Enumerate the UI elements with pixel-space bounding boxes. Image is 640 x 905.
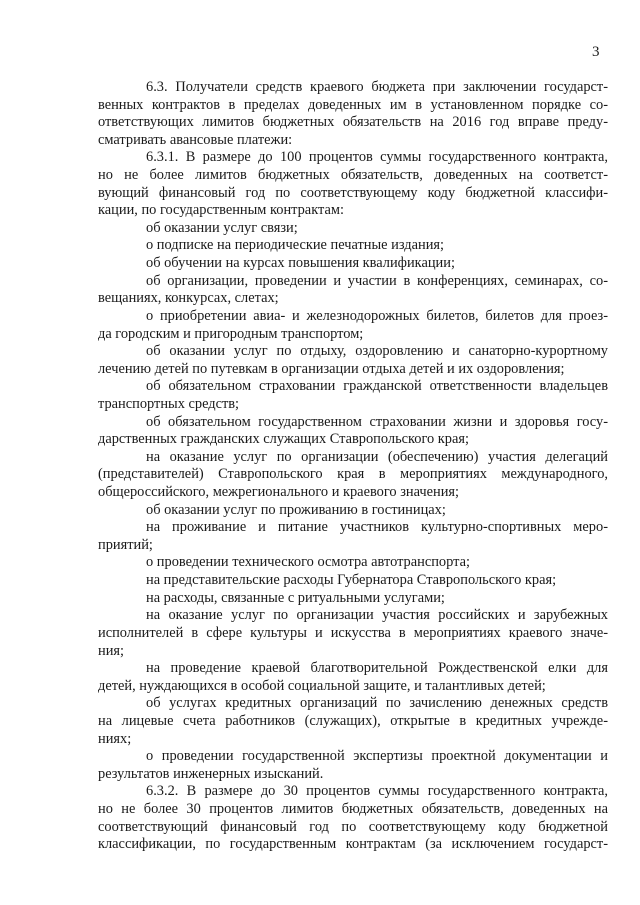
text-line: об оказании услуг по проживанию в гостиницах;	[146, 501, 446, 518]
text-line: на представительские расходы Губернатора Ставропольского края;	[146, 572, 557, 589]
text-line: вещаниях, конкурсах, слетах;	[98, 290, 279, 307]
text-line: об обязательном страховании гражданской ответственности владельцев	[146, 378, 608, 395]
text-line: но не более лимитов бюджетных обязательств, доведенных на соответст-	[98, 167, 608, 184]
text-line: приятий;	[98, 536, 153, 553]
text-line: вующий финансовый год по соответствующему коду бюджетной классифи-	[98, 184, 608, 201]
document-body	[98, 79, 608, 854]
text-line: на оказание услуг по организации участия российских и зарубежных	[146, 607, 608, 624]
text-line: результатов инженерных изысканий.	[98, 765, 324, 782]
text-line: лечению детей по путевкам в организации отдыха детей и их оздоровления;	[98, 360, 565, 377]
text-line: (представителей) Ставропольского края в мероприятиях международного,	[98, 466, 608, 483]
text-line: на лицевые счета работников (служащих), открытые в кредитных учрежде-	[98, 712, 608, 729]
text-line: исполнителей в сфере культуры и искусства в мероприятиях краевого значе-	[98, 624, 608, 641]
text-line: ниях;	[98, 730, 132, 747]
text-line: ответствующих лимитов бюджетных обязательств на 2016 год вправе преду-	[98, 114, 608, 131]
text-line: об оказании услуг по отдыху, оздоровлению и санаторно-курортному	[146, 343, 608, 360]
text-line: 6.3.2. В размере до 30 процентов суммы государственного контракта,	[146, 783, 608, 800]
text-line: на расходы, связанные с ритуальными услугами;	[146, 589, 445, 606]
text-line: соответствующий финансовый год по соответствующему коду бюджетной	[98, 818, 608, 835]
text-line: на проведение краевой благотворительной Рождественской елки для	[146, 660, 608, 677]
text-line: 6.3.1. В размере до 100 процентов суммы государственного контракта,	[146, 149, 608, 166]
text-line: 6.3. Получатели средств краевого бюджета при заключении государст-	[146, 79, 608, 95]
text-line: об организации, проведении и участии в конференциях, семинарах, со-	[146, 272, 608, 289]
text-line: об обязательном государственном страховании жизни и здоровья госу-	[146, 413, 608, 430]
text-line: о приобретении авиа- и железнодорожных билетов, билетов для проез-	[146, 307, 608, 324]
text-line: да городским и пригородным транспортом;	[98, 325, 364, 342]
text-line: общероссийского, межрегионального и краевого значения;	[98, 484, 460, 501]
text-line: об обучении на курсах повышения квалификации;	[146, 255, 455, 272]
text-line: на оказание услуг по организации (обеспечению) участия делегаций	[146, 448, 608, 465]
text-line: детей, нуждающихся в особой социальной защите, и талантливых детей;	[98, 677, 546, 694]
text-line: о подписке на периодические печатные издания;	[146, 237, 445, 254]
text-line: дарственных гражданских служащих Ставропольского края;	[98, 431, 470, 448]
page-number: 3	[592, 44, 600, 60]
text-line: ния;	[98, 642, 125, 659]
text-line: транспортных средств;	[98, 395, 240, 412]
text-line: кации, по государственным контрактам:	[98, 202, 344, 219]
text-line: сматривать авансовые платежи:	[98, 131, 293, 148]
text-line: о проведении технического осмотра автотранспорта;	[146, 554, 470, 571]
text-line: на проживание и питание участников культурно-спортивных меро-	[146, 519, 608, 536]
text-line: но не более 30 процентов лимитов бюджетных обязательств, доведенных на	[98, 800, 608, 817]
text-line: о проведении государственной экспертизы проектной документации и	[146, 748, 608, 765]
text-line: классификации, по государственным контрактам (за исключением государст-	[98, 836, 608, 853]
text-line: об услугах кредитных организаций по зачислению денежных средств	[146, 695, 608, 712]
text-line: об оказании услуг связи;	[146, 219, 298, 236]
text-line: венных контрактов в пределах доведенных им в установленном порядке со-	[98, 96, 608, 113]
